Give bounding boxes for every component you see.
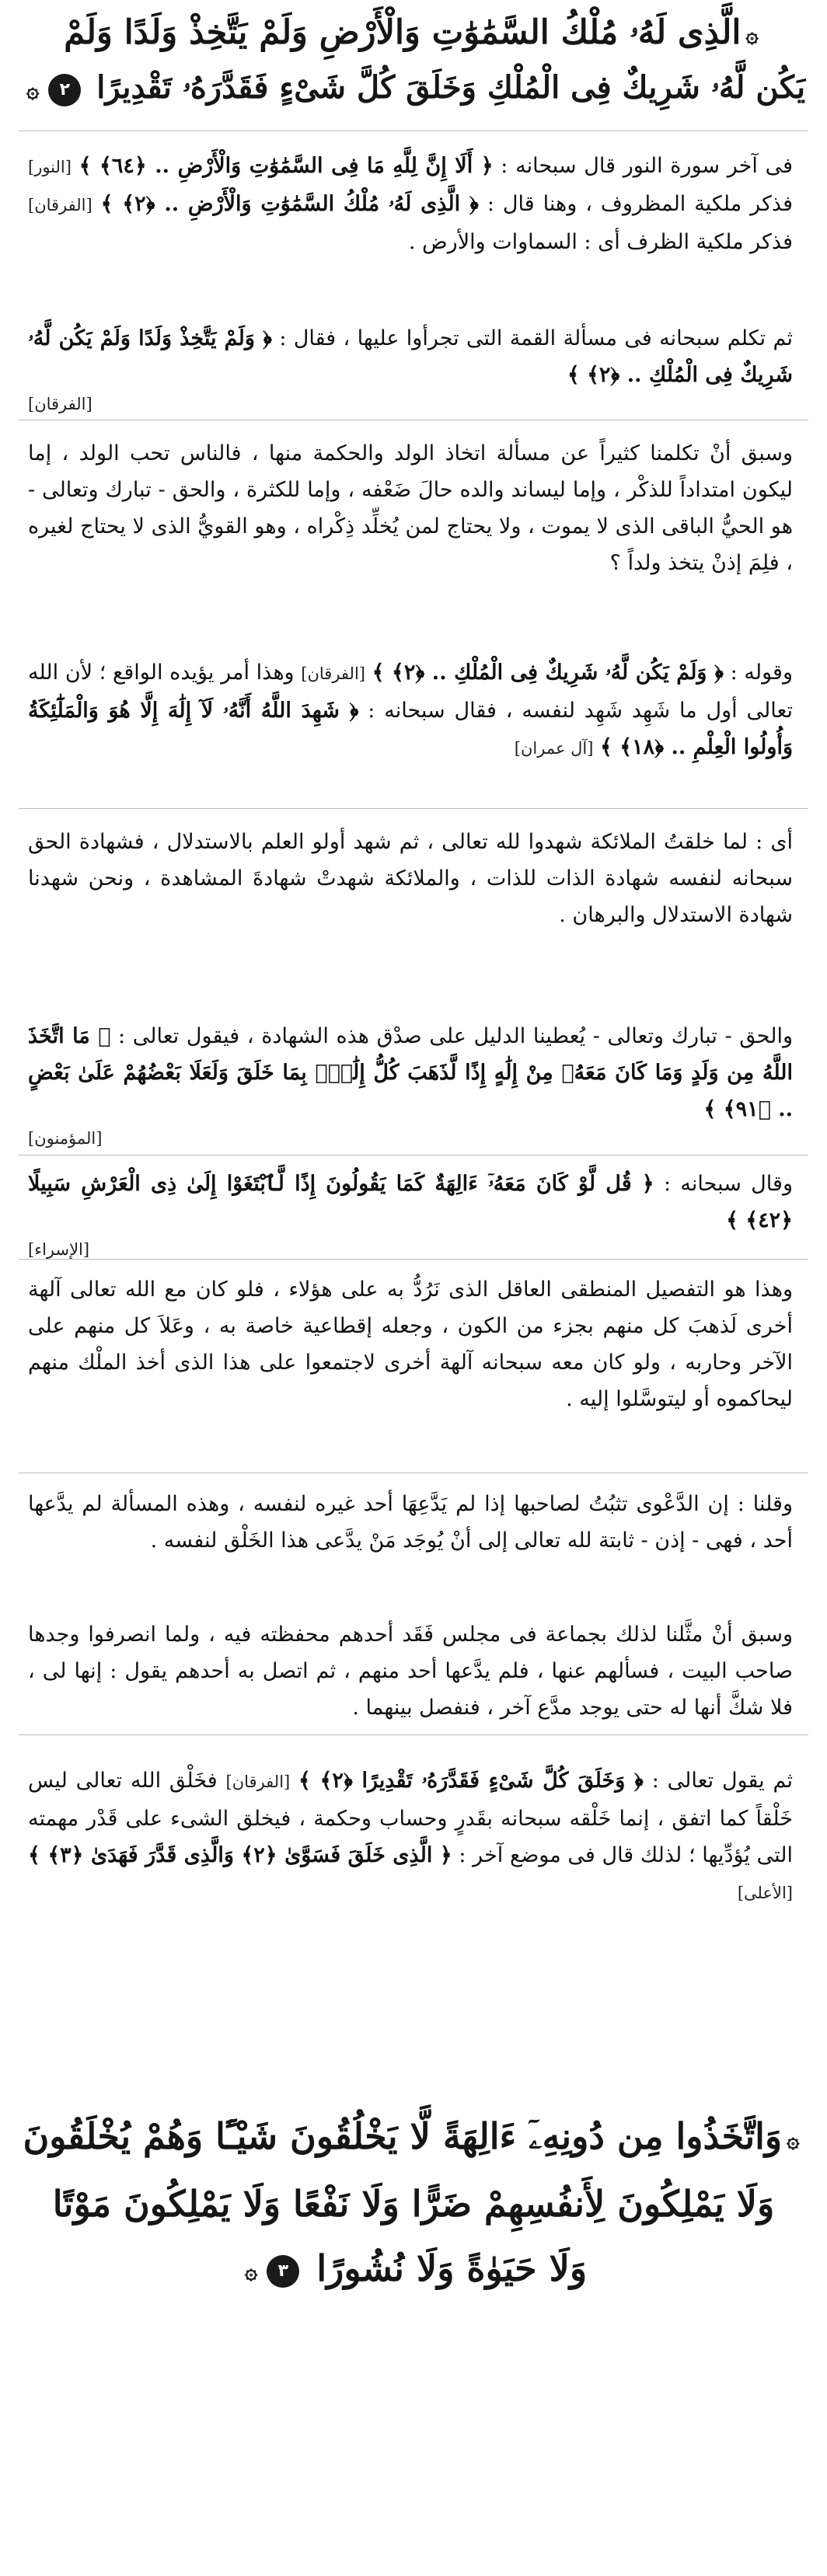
quran-quote: ﴿ شَهِدَ اللَّهُ أَنَّهُۥ لَآ إِلَٰهَ إِلَّا هُوَ وَالْمَلَٰٓئِكَةُ وَأُولُوا الْعِلْمِ .. ﴿١٨﴾ ﴾ [28,699,793,759]
verse-line: ۞الَّذِى لَهُۥ مُلْكُ السَّمَٰوَٰتِ وَالْأَرْضِ وَلَمْ يَتَّخِذْ وَلَدًا وَلَمْ [64,13,759,52]
source-reference: [الفرقان] [28,196,92,214]
paragraph: ثم يقول تعالى : ﴿ وَخَلَقَ كُلَّ شَىْءٍ فَقَدَّرَهُۥ تَقْدِيرًا ﴿٢﴾ ﴾ [الفرقان] فخَلْق الله تعالى ليس خَلْقاً كما اتفق ، إنما خَلْقه سبحانه بقَدرٍ وحساب وحكمة ، فيخلق الشىء على قَدْر مهمته التى يُؤدِّيها ؛ لذلك قال فى موضع آخر : ﴿ الَّذِى خَلَقَ فَسَوَّىٰ ﴿٢﴾ وَالَّذِى قَدَّرَ فَهَدَىٰ ﴿٣﴾ ﴾ [الأعلى] [28,1769,794,1902]
ayah-number-badge: ٣ [267,2255,299,2288]
verse-ornament-icon: ۞ [787,2126,800,2152]
divider [19,1155,808,1156]
source-reference: [الإسراء] [28,1240,90,1259]
source-reference: [الأعلى] [737,1884,793,1902]
paragraph: وقوله : ﴿ وَلَمْ يَكُن لَّهُۥ شَرِيكٌ فِى الْمُلْكِ .. ﴿٢﴾ ﴾ [الفرقان] وهذا أمر يؤيده الواقع ؛ لأن الله تعالى أول ما شَهِد شَهِد لنفسه ، فقال سبحانه : ﴿ شَهِدَ اللَّهُ أَنَّهُۥ لَآ إِلَٰهَ إِلَّا هُوَ وَالْمَلَٰٓئِكَةُ وَأُولُوا الْعِلْمِ .. ﴿١٨﴾ ﴾ [آل عمران] [28,661,793,759]
paragraph: وهذا هو التفصيل المنطقى العاقل الذى نَرُدُّ به على هؤلاء ، فلو كان مع الله تعالى آلهة أخرى لَذهبَ كل منهم بجزء من الكون ، وجعله إقطاعية خاصة به ، وعَلاَ كل منهم على الآخر وحاربه ، ولو كان معه سبحانه آلهة أخرى لاجتمعوا على هذا الذى أخذ الملْك منهم ليحاكموه أو ليتوسَّلوا إليه . [28,1278,793,1411]
verse-ornament-icon: ۞ [26,77,40,103]
verse-line: وَلَا يَمْلِكُونَ لِأَنفُسِهِمْ ضَرًّا وَلَا نَفْعًا وَلَا يَمْلِكُونَ مَوْتًا [52,2182,775,2225]
divider [19,1259,808,1260]
paragraph: وسبق أنْ تكلمنا كثيراً عن مسألة اتخاذ الولد والحكمة منها ، فالناس تحب الولد ، إما ليكون امتداداً للذكْر ، وإما ليساند والده حالَ ضَعْفه ، وإما للكثرة ، والحق - تبارك وتعالى - هو الحيُّ الباقى الذى لا يموت ، ولا يحتاج لمن يُخلِّد ذِكْراه ، وهو القويُّ الذى لا يحتاج لغيره ، فلِمَ إذنْ يتخذ ولداً ؟ [28,441,793,575]
verse-ornament-icon: ۞ [244,2258,258,2284]
paragraph: ثم تكلم سبحانه فى مسألة القمة التى تجرأوا عليها ، فقال : ﴿ وَلَمْ يَتَّخِذْ وَلَدًا وَلَمْ يَكُن لَّهُۥ شَرِيكٌ فِى الْمُلْكِ .. ﴿٢﴾ ﴾ [الفرقان] [28,326,793,413]
quran-quote: ﴿ وَلَمْ يَكُن لَّهُۥ شَرِيكٌ فِى الْمُلْكِ .. ﴿٢﴾ ﴾ [372,661,724,685]
quran-quote: ﴿ وَلَمْ يَتَّخِذْ وَلَدًا وَلَمْ يَكُن لَّهُۥ شَرِيكٌ فِى الْمُلْكِ .. ﴿٢﴾ ﴾ [28,326,793,387]
verse-line: يَكُن لَّهُۥ شَرِيكٌ فِى الْمُلْكِ وَخَلَقَ كُلَّ شَىْءٍ فَقَدَّرَهُۥ تَقْدِيرًا ٢۞ [26,69,806,106]
divider [19,808,808,809]
source-reference: [آل عمران] [514,739,594,758]
quran-quote: ﴿ الَّذِى لَهُۥ مُلْكُ السَّمَٰوَٰتِ وَالْأَرْضِ .. ﴿٢﴾ ﴾ [100,192,479,216]
verse-line: ۞وَاتَّخَذُوا مِن دُونِهِۦٓ ءَالِهَةً لَّا يَخْلُقُونَ شَيْـًٔا وَهُمْ يُخْلَقُونَ [23,2115,800,2157]
source-reference: [المؤمنون] [28,1129,103,1148]
paragraph: أى : لما خلقتُ الملائكة شهدوا لله تعالى ، ثم شهد أولو العلم بالاستدلال ، فشهادة الحق سبحانه لنفسه شهادة الذات للذات ، والملائكة شهدتْ شهادةَ المشاهدة ، ونحن شهدنا شهادة الاستدلال والبرهان . [28,830,793,927]
quran-verse-bottom [14,2104,813,2303]
paragraph: وقال سبحانه : ﴿ قُل لَّوْ كَانَ مَعَهُۥٓ ءَالِهَةٌ كَمَا يَقُولُونَ إِذًا لَّٱبْتَغَوْا إِلَىٰ ذِى الْعَرْشِ سَبِيلًا ﴿٤٢﴾ ﴾ [الإسراء] [28,1172,793,1259]
divider [19,1734,808,1735]
source-reference: [الفرقان] [225,1773,291,1791]
paragraph: وقلنا : إن الدَّعْوى تثبُتُ لصاحبها إذا لم يَدَّعِهَا أحد غيره لنفسه ، وهذه المسألة لم يدَّعها أحد ، فهى - إذن - ثابتة لله تعالى إلى أنْ يُوجَد مَنْ يدَّعى هذا الخَلْق لنفسه . [28,1492,793,1553]
paragraph: والحق - تبارك وتعالى - يُعطينا الدليل على صدْق هذه الشهادة ، فيقول تعالى : ﴿ مَا اتَّخَذَ اللَّهُ مِن وَلَدٍ وَمَا كَانَ مَعَهُۥ مِنْ إِلَٰهٍ إِذًا لَّذَهَبَ كُلُّ إِلَٰهٍۭ بِمَا خَلَقَ وَلَعَلَا بَعْضُهُمْ عَلَىٰ بَعْضٍ .. ﴿٩١﴾ ﴾ [المؤمنون] [28,1024,793,1148]
quran-quote: ﴿ الَّذِى خَلَقَ فَسَوَّىٰ ﴿٢﴾ وَالَّذِى قَدَّرَ فَهَدَىٰ ﴿٣﴾ ﴾ [28,1843,452,1867]
source-reference: [النور] [28,158,72,176]
source-reference: [الفرقان] [28,395,92,413]
ayah-number-badge: ٢ [48,74,81,106]
quran-quote: ﴿ أَلَا إِنَّ لِلَّهِ مَا فِى السَّمَٰوَٰتِ وَالْأَرْضِ .. ﴿٦٤﴾ ﴾ [79,154,494,178]
quran-quote: ﴿ مَا اتَّخَذَ اللَّهُ مِن وَلَدٍ وَمَا كَانَ مَعَهُۥ مِنْ إِلَٰهٍ إِذًا لَّذَهَبَ كُلُّ إِلَٰهٍۭ بِمَا خَلَقَ وَلَعَلَا بَعْضُهُمْ عَلَىٰ بَعْضٍ .. ﴿٩١﴾ ﴾ [28,1024,793,1121]
source-reference: [الفرقان] [301,664,365,683]
quran-verse-top [14,6,813,117]
quran-quote: ﴿ وَخَلَقَ كُلَّ شَىْءٍ فَقَدَّرَهُۥ تَقْدِيرًا ﴿٢﴾ ﴾ [298,1769,644,1793]
verse-ornament-icon: ۞ [745,22,759,47]
quran-quote: ﴿ قُل لَّوْ كَانَ مَعَهُۥٓ ءَالِهَةٌ كَمَا يَقُولُونَ إِذًا لَّٱبْتَغَوْا إِلَىٰ ذِى الْعَرْشِ سَبِيلًا ﴿٤٢﴾ ﴾ [28,1172,793,1232]
paragraph: فى آخر سورة النور قال سبحانه : ﴿ أَلَا إِنَّ لِلَّهِ مَا فِى السَّمَٰوَٰتِ وَالْأَرْضِ .. ﴿٦٤﴾ ﴾ [النور] فذكر ملكية المظروف ، وهنا قال : ﴿ الَّذِى لَهُۥ مُلْكُ السَّمَٰوَٰتِ وَالْأَرْضِ .. ﴿٢﴾ ﴾ [الفرقان] فذكر ملكية الظرف أى : السماوات والأرض . [28,154,793,254]
verse-line: وَلَا حَيَوٰةً وَلَا نُشُورًا ٣۞ [244,2247,588,2289]
paragraph: وسبق أنْ مثَّلنا لذلك بجماعة فى مجلس فَقَد أحدهم محفظته فيه ، ولما انصرفوا وجدها صاحب البيت ، فسألهم عنها ، فلم يدَّعها أحد منهم ، ثم اتصل به أحدهم يقول : إنها لى ، فلا شكَّ أنها له حتى يوجد مدَّع آخر ، فنفصل بينهما . [28,1623,793,1720]
